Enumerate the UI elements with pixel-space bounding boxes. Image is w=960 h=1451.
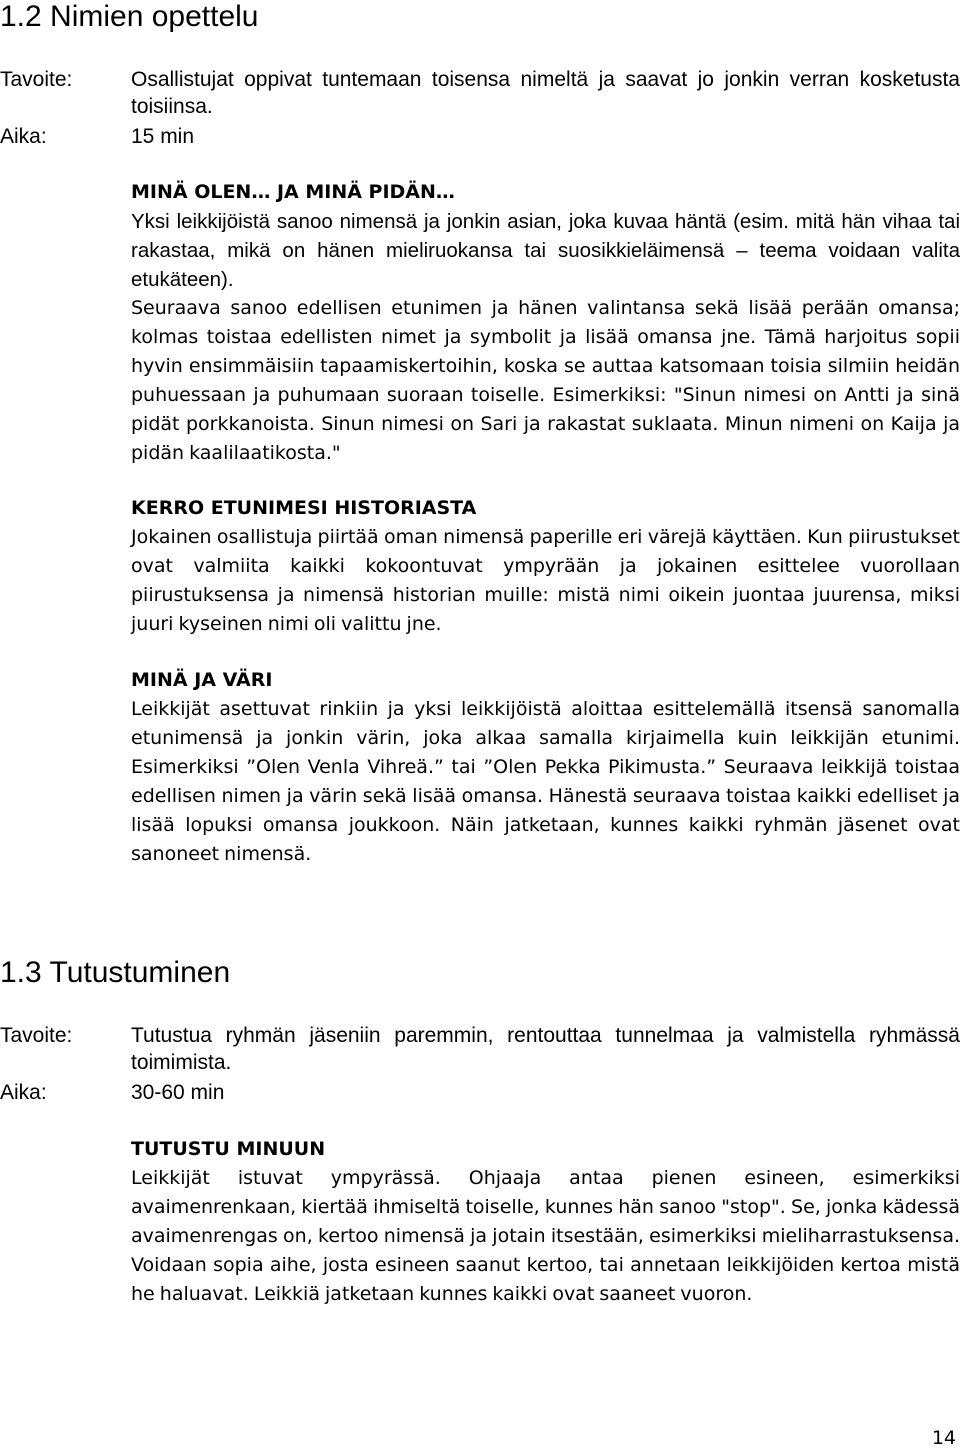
activity-text: Leikkijät asettuvat rinkiin ja yksi leikkijöistä aloittaa esittelemällä itsensä sanomalla etunimensä ja jonkin värin, joka alkaa samalla kirjaimella kuin leikkijän etunimi. Esimerkiksi ”Olen Venla Vihreä.” tai ”Olen Pekka Pikimusta.” Seuraava leikkijä toistaa edellisen nimen ja värin sekä lisää omansa. Hänestä seuraava toistaa kaikki edelliset ja lisää lopuksi omansa joukkoon. Näin jatketaan, kunnes kaikki ryhmän jäsenet ovat sanoneet nimensä. bbox=[131, 698, 960, 865]
time-label: Aika: bbox=[0, 125, 47, 148]
time-value: 30-60 min bbox=[131, 1081, 225, 1104]
section-title-1-3: 1.3 Tutustuminen bbox=[0, 956, 231, 989]
goal-text: Tutustua ryhmän jäseniin paremmin, rentouttaa tunnelmaa ja valmistella ryhmässä toimimista. bbox=[131, 1024, 960, 1074]
activity-heading: MINÄ JA VÄRI bbox=[131, 669, 273, 691]
goal-label: Tavoite: bbox=[0, 68, 73, 91]
time-row-1-2 bbox=[0, 123, 960, 150]
activity-tutustu-minuun bbox=[131, 1135, 960, 1309]
activity-mina-ja-vari bbox=[131, 666, 960, 869]
activity-heading: KERRO ETUNIMESI HISTORIASTA bbox=[131, 497, 477, 519]
activity-text: Seuraava sanoo edellisen etunimen ja hänen valintansa sekä lisää perään omansa; kolmas toistaa edellisten nimet ja symbolit ja lisää omansa jne. Tämä harjoitus sopii hyvin ensimmäisiin tapaamiskertoihin, koska se auttaa katsomaan toisia silmiin heidän puhuessaan ja puhumaan suoraan toiselle. Esimerkiksi: "Sinun nimesi on Antti ja sinä pidät porkkanoista. Sinun nimesi on Sari ja rakastat suklaata. Minun nimeni on Kaija ja pidän kaalilaatikosta." bbox=[131, 297, 960, 464]
activity-text: Leikkijät istuvat ympyrässä. Ohjaaja antaa pienen esineen, esimerkiksi avaimenrenkaan, kiertää ihmiseltä toiselle, kunnes hän sanoo "stop". Se, jonka kädessä avaimenrengas on, kertoo nimensä ja jotain itsestään, esimerkiksi mieliharrastuksensa. Voidaan sopia aihe, josta esineen saanut kertoo, tai annetaan leikkijöiden kertoa mistä he haluavat. Leikkiä jatketaan kunnes kaikki ovat saaneet vuoron. bbox=[131, 1167, 960, 1305]
page-number: 14 bbox=[931, 1427, 956, 1449]
goal-row-1-3 bbox=[0, 1022, 960, 1078]
time-value: 15 min bbox=[131, 125, 195, 148]
goal-label: Tavoite: bbox=[0, 1024, 73, 1047]
activity-text-intro: Yksi leikkijöistä sanoo nimensä ja jonkin asian, joka kuvaa häntä (esim. mitä hän vihaa tai rakastaa, mikä on hänen mieliruokansa tai suosikkieläimensä – teema voidaan valita etukäteen). bbox=[131, 210, 960, 291]
section-title-1-2: 1.2 Nimien opettelu bbox=[0, 0, 259, 33]
activity-mina-olen bbox=[131, 178, 960, 468]
goal-row-1-2 bbox=[0, 66, 960, 122]
activity-heading: MINÄ OLEN… JA MINÄ PIDÄN… bbox=[131, 181, 455, 203]
activity-heading: TUTUSTU MINUUN bbox=[131, 1138, 326, 1160]
goal-text: Osallistujat oppivat tuntemaan toisensa nimeltä ja saavat jo jonkin verran kosketusta toisiinsa. bbox=[131, 68, 960, 118]
activity-kerro-etunimesi bbox=[131, 494, 960, 639]
activity-text: Jokainen osallistuja piirtää oman nimensä paperille eri värejä käyttäen. Kun piirustukset ovat valmiita kaikki kokoontuvat ympyrään ja jokainen esittelee vuorollaan piirustuksensa ja nimensä historian muille: mistä nimi oikein juontaa juurensa, miksi juuri kyseinen nimi oli valittu jne. bbox=[131, 526, 960, 635]
time-label: Aika: bbox=[0, 1081, 47, 1104]
time-row-1-3 bbox=[0, 1079, 960, 1106]
